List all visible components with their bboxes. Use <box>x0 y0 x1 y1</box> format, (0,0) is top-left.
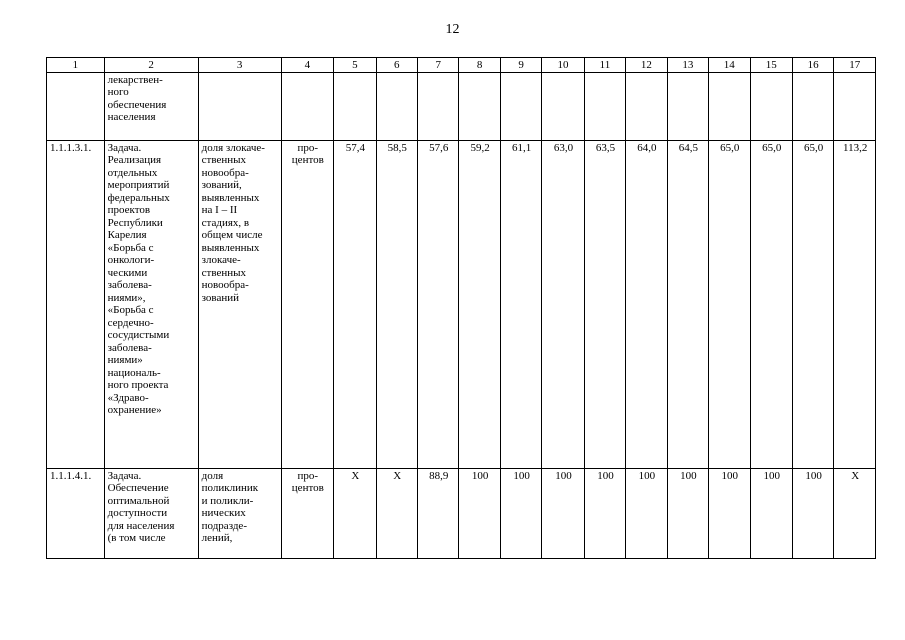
row-value-col-5 <box>334 72 376 140</box>
row-indicator <box>198 468 281 558</box>
row-value-col-8: 59,2 <box>459 140 500 468</box>
column-number-1: 1 <box>47 58 105 73</box>
name_lines-line: Обеспечение <box>107 482 169 494</box>
row-indicator <box>198 72 281 140</box>
row-value-col-5: 57,4 <box>334 140 376 468</box>
column-number-4: 4 <box>281 58 334 73</box>
unit_lines-line: про- <box>297 141 319 154</box>
name_lines-line: сосудистыми <box>107 329 170 341</box>
name_lines-line: сердечно- <box>107 316 154 329</box>
column-number-3: 3 <box>198 58 281 73</box>
row-value-col-15: 65,0 <box>750 140 792 468</box>
indicator_lines-line: новообра- <box>201 279 249 291</box>
name_lines-line: ниями», <box>107 291 146 304</box>
name_lines-line: ного <box>107 86 129 98</box>
row-value-col-10: 63,0 <box>542 140 584 468</box>
name_lines-line: ного проекта <box>107 379 169 391</box>
indicator_lines-line: подразде- <box>201 519 247 532</box>
row-value-col-14 <box>709 72 750 140</box>
row-unit <box>281 140 334 468</box>
name_lines-line: охранение» <box>107 404 162 416</box>
row-value-col-11: 100 <box>584 468 625 558</box>
name_lines-line: «Борьба с <box>107 241 154 254</box>
row-code <box>47 72 105 140</box>
name_lines-line: проектов <box>107 204 151 216</box>
column-number-8: 8 <box>459 58 500 73</box>
column-number-13: 13 <box>667 58 708 73</box>
row-value-col-13: 64,5 <box>667 140 708 468</box>
row-value-col-16: 100 <box>792 468 833 558</box>
row-value-col-11 <box>584 72 625 140</box>
row-code: 1.1.1.3.1. <box>47 140 105 468</box>
name_lines-line: населения <box>107 111 156 123</box>
name_lines-line: ниями» <box>107 354 143 366</box>
row-value-col-17: Х <box>834 468 876 558</box>
row-task-name <box>104 72 198 140</box>
unit_lines-line: центов <box>291 154 324 166</box>
name_lines-line: Задача. <box>107 141 142 154</box>
name_lines-line: заболева- <box>107 341 152 354</box>
name_lines-line: доступности <box>107 507 168 519</box>
column-number-10: 10 <box>542 58 584 73</box>
indicator_lines-line: лений, <box>201 532 233 544</box>
row-value-col-7 <box>417 72 458 140</box>
column-number-11: 11 <box>584 58 625 73</box>
row-value-col-10: 100 <box>542 468 584 558</box>
row-value-col-12: 100 <box>626 468 667 558</box>
name_lines-line: онкологи- <box>107 254 155 266</box>
name_lines-line: лекарствен- <box>107 73 163 86</box>
name_lines-line: Республики <box>107 216 163 229</box>
row-value-col-16 <box>792 72 833 140</box>
row-value-col-14: 100 <box>709 468 750 558</box>
name_lines-line: Задача. <box>107 469 142 482</box>
row-value-col-11: 63,5 <box>584 140 625 468</box>
indicator_lines-line: новообра- <box>201 166 249 179</box>
row-value-col-8: 100 <box>459 468 500 558</box>
row-value-col-12 <box>626 72 667 140</box>
row-value-col-7: 88,9 <box>417 468 458 558</box>
row-task-name <box>104 468 198 558</box>
indicator_lines-line: на I – II <box>201 204 238 216</box>
unit_lines-line: про- <box>297 469 319 482</box>
row-task-name <box>104 140 198 468</box>
row-value-col-9: 61,1 <box>500 140 541 468</box>
row-code: 1.1.1.4.1. <box>47 468 105 558</box>
row-unit <box>281 72 334 140</box>
name_lines-line: «Борьба с <box>107 304 154 316</box>
table-body <box>47 58 876 559</box>
indicator_lines-line: общем числе <box>201 229 263 241</box>
name_lines-line: для населения <box>107 519 175 532</box>
indicator_lines-line: доля злокаче- <box>201 141 265 154</box>
row-value-col-9: 100 <box>500 468 541 558</box>
name_lines-line: оптимальной <box>107 494 170 507</box>
column-number-9: 9 <box>500 58 541 73</box>
name_lines-line: «Здраво- <box>107 391 149 404</box>
row-indicator <box>198 140 281 468</box>
row-value-col-14: 65,0 <box>709 140 750 468</box>
name_lines-line: мероприятий <box>107 179 170 191</box>
name_lines-line: отдельных <box>107 166 158 179</box>
column-number-7: 7 <box>417 58 458 73</box>
row-value-col-6: 58,5 <box>376 140 417 468</box>
row-value-col-6 <box>376 72 417 140</box>
indicator_lines-line: доля <box>201 469 224 482</box>
row-value-col-7: 57,6 <box>417 140 458 468</box>
name_lines-line: ческими <box>107 266 148 279</box>
name_lines-line: Реализация <box>107 154 162 166</box>
row-value-col-15: 100 <box>750 468 792 558</box>
name_lines-line: заболева- <box>107 279 152 291</box>
indicator_lines-line: стадиях, в <box>201 216 250 229</box>
column-number-15: 15 <box>750 58 792 73</box>
indicator_lines-line: выявленных <box>201 241 260 254</box>
name_lines-line: Карелия <box>107 229 147 241</box>
name_lines-line: (в том числе <box>107 532 166 544</box>
indicator_lines-line: ственных <box>201 266 247 279</box>
indicator_lines-line: ственных <box>201 154 247 166</box>
column-number-16: 16 <box>792 58 833 73</box>
row-value-col-15 <box>750 72 792 140</box>
row-value-col-9 <box>500 72 541 140</box>
page-number: 12 <box>445 22 460 37</box>
row-value-col-8 <box>459 72 500 140</box>
name_lines-line: федеральных <box>107 191 170 204</box>
column-number-2: 2 <box>104 58 198 73</box>
column-number-12: 12 <box>626 58 667 73</box>
row-unit <box>281 468 334 558</box>
indicator_lines-line: злокаче- <box>201 254 241 266</box>
row-value-col-5: Х <box>334 468 376 558</box>
indicator_lines-line: выявленных <box>201 191 260 204</box>
indicator_lines-line: нических <box>201 507 246 519</box>
name_lines-line: обеспечения <box>107 98 167 111</box>
column-number-6: 6 <box>376 58 417 73</box>
name_lines-line: националь- <box>107 366 161 379</box>
table-row <box>47 468 876 558</box>
row-value-col-13 <box>667 72 708 140</box>
row-value-col-17: 113,2 <box>834 140 876 468</box>
row-value-col-13: 100 <box>667 468 708 558</box>
indicator_lines-line: и поликли- <box>201 494 254 507</box>
unit_lines-line: центов <box>291 482 324 494</box>
row-value-col-17 <box>834 72 876 140</box>
row-value-col-12: 64,0 <box>626 140 667 468</box>
indicator_lines-line: зований <box>201 291 240 304</box>
column-number-5: 5 <box>334 58 376 73</box>
indicator_lines-line: зований, <box>201 179 242 191</box>
table-row <box>47 140 876 468</box>
indicator_lines-line: поликлиник <box>201 482 259 494</box>
column-number-14: 14 <box>709 58 750 73</box>
table-row <box>47 72 876 140</box>
row-value-col-16: 65,0 <box>792 140 833 468</box>
row-value-col-10 <box>542 72 584 140</box>
row-value-col-6: Х <box>376 468 417 558</box>
column-number-17: 17 <box>834 58 876 73</box>
column-number-row <box>47 58 876 73</box>
data-table <box>46 57 876 559</box>
